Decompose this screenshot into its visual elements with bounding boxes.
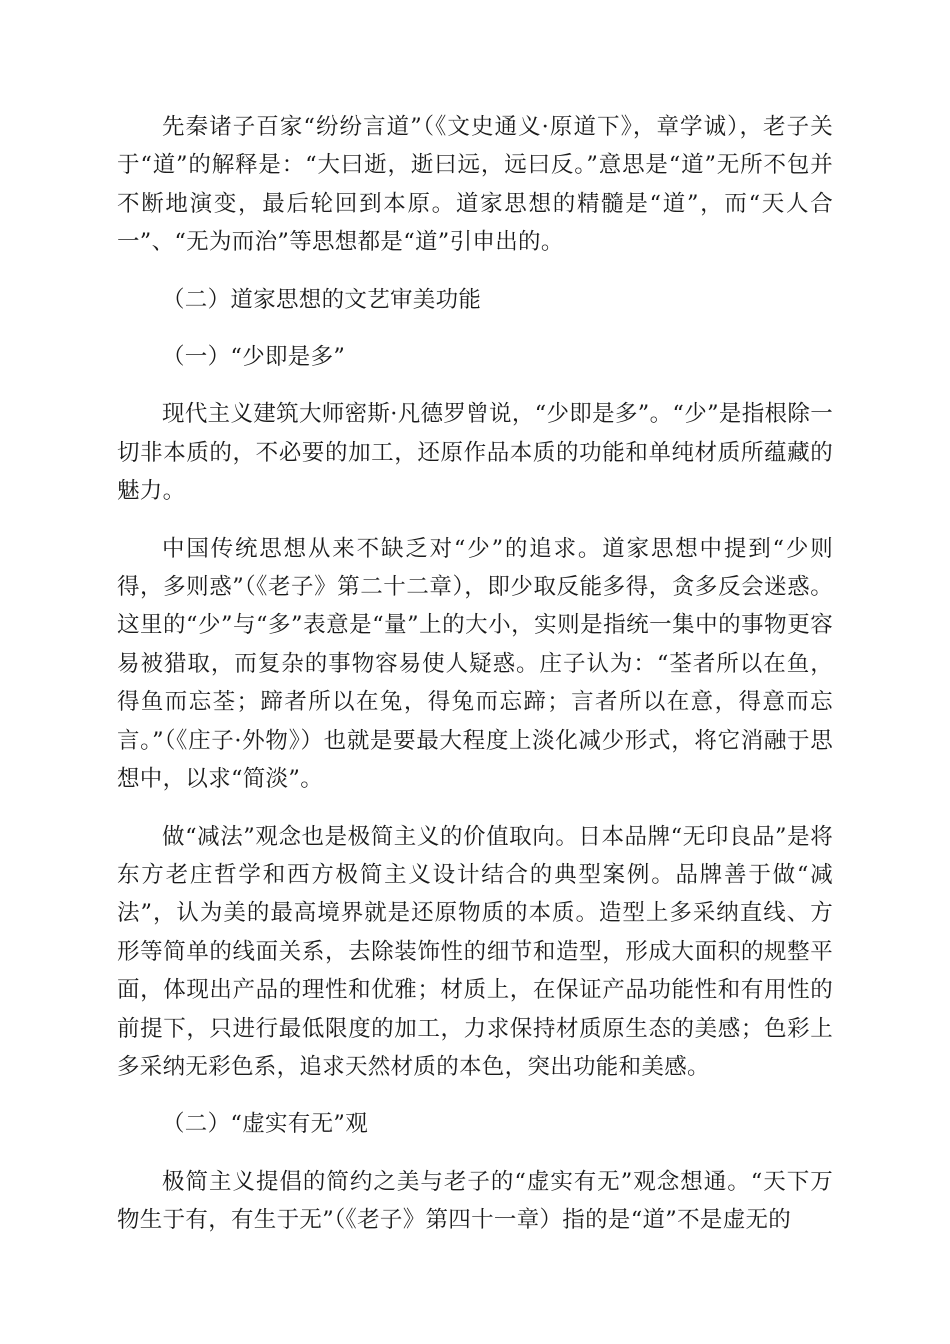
subsection-heading-void-and-solid: （二）“虚实有无”观 xyxy=(162,1111,369,1138)
document-page xyxy=(117,108,833,1259)
paragraph-minimalism-laozi: 极简主义提倡的简约之美与老子的“虚实有无”观念想通。“天下万物生于有，有生于无”（《老子》第四十一章）指的是“道”不是虚无的 xyxy=(117,1168,833,1234)
paragraph-chinese-tradition: 中国传统思想从来不缺乏对“少”的追求。道家思想中提到“少则得，多则惑”（《老子》第二十二章），即少取反能多得，贪多反会迷惑。这里的“少”与“多”表意是“量”上的大小，实则是指统一集中的事物更容易被猎取，而复杂的事物容易使人疑惑。庄子认为：“荃者所以在鱼，得鱼而忘荃；蹄者所以在兔，得兔而忘蹄；言者所以在意，得意而忘言。”（《庄子·外物》）也就是要最大程度上淡化减少形式，将它消融于思想中，以求“简淡”。 xyxy=(117,535,833,793)
section-heading-aesthetic-function: （二）道家思想的文艺审美功能 xyxy=(162,286,482,313)
paragraph-dao-definition: 先秦诸子百家“纷纷言道”（《文史通义·原道下》，章学诚），老子关于“道”的解释是：“大曰逝，逝曰远，远曰反。”意思是“道”无所不包并不断地演变，最后轮回到本原。道家思想的精髓是“道”，而“天人合一”、“无为而治”等思想都是“道”引申出的。 xyxy=(117,114,833,256)
subsection-heading-less-is-more: （一）“少即是多” xyxy=(162,344,346,371)
paragraph-mies-van-der-rohe: 现代主义建筑大师密斯·凡德罗曾说，“少即是多”。“少”是指根除一切非本质的，不必要的加工，还原作品本质的功能和单纯材质所蕴藏的魅力。 xyxy=(117,401,833,505)
paragraph-muji-subtraction: 做“减法”观念也是极简主义的价值取向。日本品牌“无印良品”是将东方老庄哲学和西方极简主义设计结合的典型案例。品牌善于做“减法”，认为美的最高境界就是还原物质的本质。造型上多采纳直线、方形等简单的线面关系，去除装饰性的细节和造型，形成大面积的规整平面，体现出产品的理性和优雅；材质上，在保证产品功能性和有用性的前提下，只进行最低限度的加工，力求保持材质原生态的美感；色彩上多采纳无彩色系，追求天然材质的本色，突出功能和美感。 xyxy=(117,823,833,1080)
